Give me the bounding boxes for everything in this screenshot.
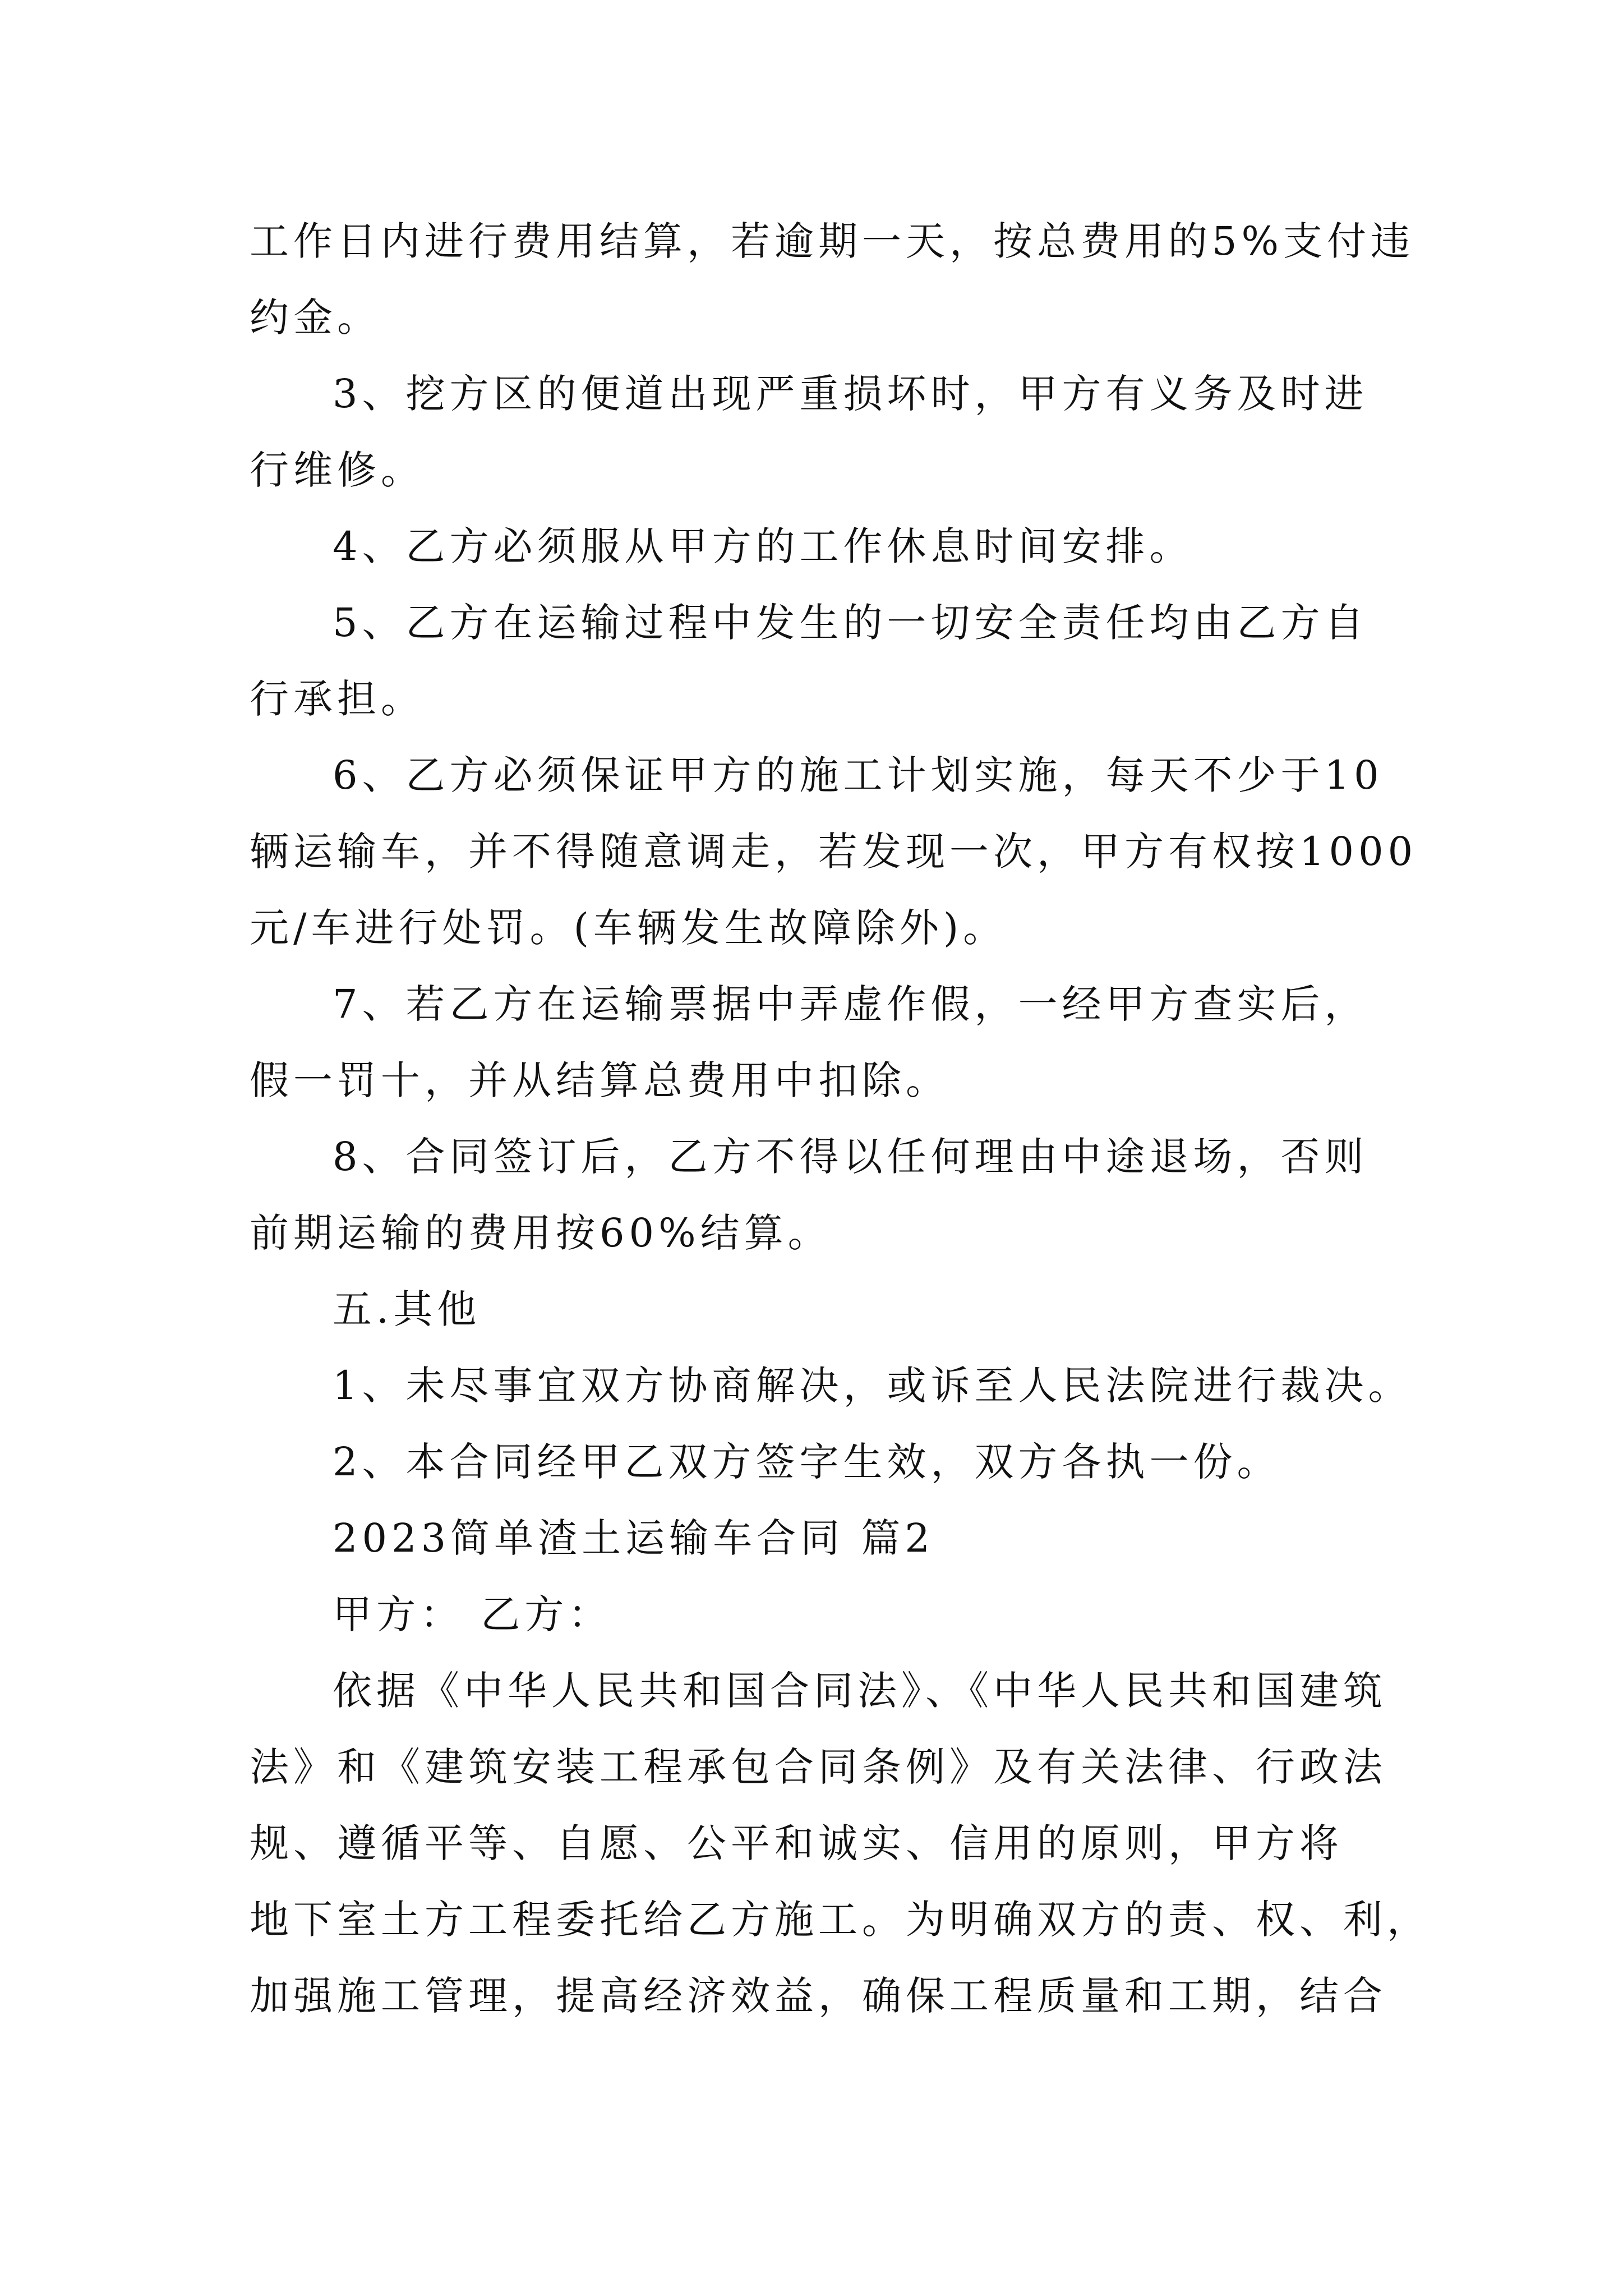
text-line: 法》和《建筑安装工程承包合同条例》及有关法律、行政法 bbox=[250, 1744, 1387, 1790]
text-line: 工作日内进行费用结算，若逾期一天，按总费用的5%支付违 bbox=[250, 218, 1415, 264]
text-line: 元/车进行处罚。(车辆发生故障除外)。 bbox=[250, 905, 1007, 951]
text-line: 约金。 bbox=[250, 295, 381, 341]
text-line: 2、本合同经甲乙双方签字生效，双方各执一份。 bbox=[333, 1439, 1281, 1485]
text-line: 依据《中华人民共和国合同法》、《中华人民共和国建筑 bbox=[333, 1668, 1387, 1714]
text-line: 行承担。 bbox=[250, 676, 425, 722]
text-line: 6、乙方必须保证甲方的施工计划实施，每天不少于10 bbox=[333, 752, 1384, 798]
text-line: 辆运输车，并不得随意调走，若发现一次，甲方有权按1000 bbox=[250, 829, 1418, 875]
text-line: 5、乙方在运输过程中发生的一切安全责任均由乙方自 bbox=[333, 600, 1368, 646]
text-line: 行维修。 bbox=[250, 447, 425, 493]
section-heading: 五.其他 bbox=[333, 1286, 481, 1332]
text-line: 规、遵循平等、自愿、公平和诚实、信用的原则，甲方将 bbox=[250, 1820, 1343, 1866]
party-line: 甲方： 乙方： bbox=[333, 1591, 612, 1637]
document-text bbox=[250, 203, 1431, 2034]
text-line: 假一罚十，并从结算总费用中扣除。 bbox=[250, 1057, 949, 1103]
text-line: 7、若乙方在运输票据中弄虚作假，一经甲方查实后， bbox=[333, 981, 1368, 1027]
text-line: 4、乙方必须服从甲方的工作休息时间安排。 bbox=[333, 523, 1193, 569]
text-line: 加强施工管理，提高经济效益，确保工程质量和工期，结合 bbox=[250, 1973, 1387, 2019]
text-line: 3、挖方区的便道出现严重损坏时，甲方有义务及时进 bbox=[333, 371, 1368, 417]
contract-title: 2023简单渣土运输车合同 篇2 bbox=[333, 1515, 934, 1561]
text-line: 前期运输的费用按60%结算。 bbox=[250, 1210, 832, 1256]
text-line: 8、合同签订后，乙方不得以任何理由中途退场，否则 bbox=[333, 1134, 1368, 1180]
text-line: 地下室土方工程委托给乙方施工。为明确双方的责、权、利， bbox=[250, 1897, 1431, 1943]
text-line: 1、未尽事宜双方协商解决，或诉至人民法院进行裁决。 bbox=[333, 1363, 1412, 1409]
